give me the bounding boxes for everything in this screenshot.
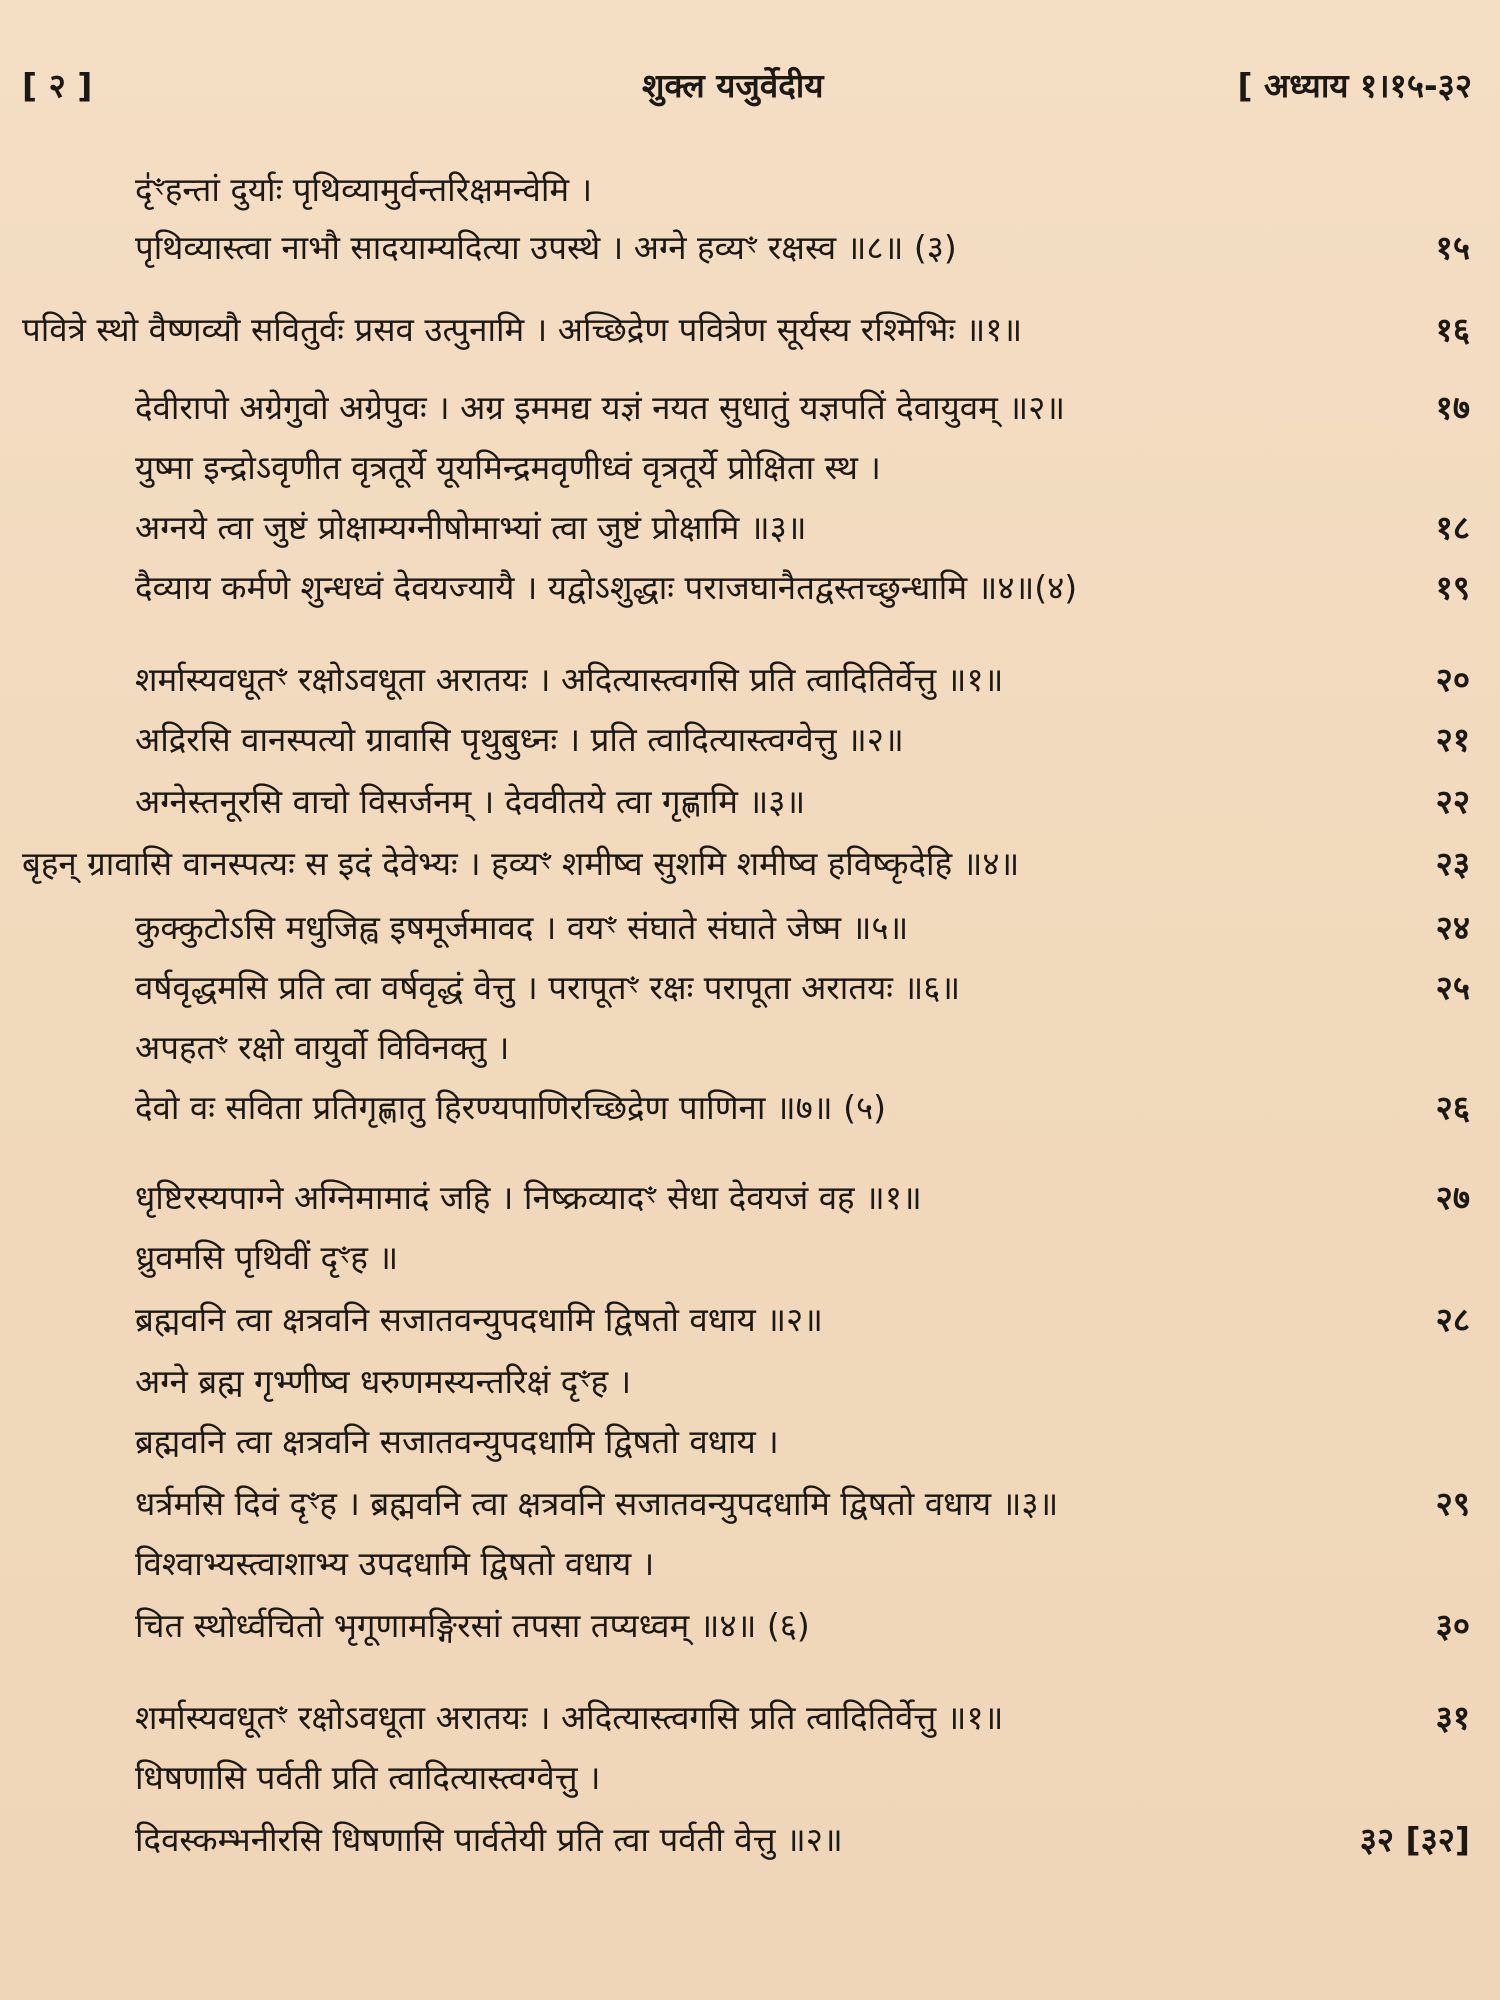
verse-number: २२	[1435, 782, 1470, 821]
verse-text: धर्त्रमसि दिवं दृꣳह । ब्रह्मवनि त्वा क्षत्रवनि सजातवन्युपदधामि द्विषतो वधाय ॥३॥	[135, 1484, 1059, 1523]
verse-line	[0, 1352, 1500, 1412]
verse-line	[0, 1748, 1500, 1808]
verse-line	[0, 710, 1500, 770]
verse-line	[0, 1290, 1500, 1350]
verse-text: शर्मास्यवधूतꣳ रक्षोऽवधूता अरातयः । अदित्यास्त्वगसि प्रति त्वादितिर्वेत्तु ॥१॥	[135, 1698, 1004, 1737]
verse-text: बृहन् ग्रावासि वानस्पत्यः स इदं देवेभ्यः । हव्यꣳ शमीष्व सुशमि शमीष्व हविष्कृदेहि ॥४॥	[22, 844, 1020, 883]
verse-text: दृ॑ꣳहन्तां दुर्याः पृथिव्यामुर्वन्तरिक्षमन्वेमि ।	[135, 170, 593, 209]
verse-text: विश्वाभ्यस्त्वाशाभ्य उपदधामि द्विषतो वधाय ।	[135, 1544, 655, 1583]
verse-text: शर्मास्यवधूतꣳ रक्षोऽवधूता अरातयः । अदित्यास्त्वगसि प्रति त्वादितिर्वेत्तु ॥१॥	[135, 660, 1004, 699]
verse-line	[0, 1596, 1500, 1656]
verse-text: चित स्थोर्ध्वचितो भृगूणामङ्गिरसां तपसा तप्यध्वम् ॥४॥ (६)	[135, 1606, 810, 1645]
verse-line	[0, 1534, 1500, 1594]
verse-text: ब्रह्मवनि त्वा क्षत्रवनि सजातवन्युपदधामि द्विषतो वधाय ।	[135, 1422, 779, 1461]
verse-line	[0, 1168, 1500, 1228]
verse-text: देवीरापो अग्रेगुवो अग्रेपुवः । अग्र इममद्य यज्ञं नयत सुधातुं यज्ञपतिं देवायुवम् ॥२॥	[135, 388, 1066, 427]
verse-line	[0, 650, 1500, 710]
verse-line	[0, 378, 1500, 438]
verse-number: १६	[1435, 310, 1470, 349]
verse-line	[0, 1228, 1500, 1288]
chapter-reference: [ अध्याय १।१५-३२	[1237, 66, 1472, 105]
verse-text: दिवस्कम्भनीरसि धिषणासि पार्वतेयी प्रति त्वा पर्वती वेत्तु ॥२॥	[135, 1820, 843, 1859]
verse-text: वर्षवृद्धमसि प्रति त्वा वर्षवृद्धं वेत्तु । परापूतꣳ रक्षः परापूता अरातयः ॥६॥	[135, 968, 961, 1007]
verse-text: कुक्कुटोऽसि मधुजिह्व इषमूर्जमावद । वयꣳ संघाते संघाते जेष्म ॥५॥	[135, 908, 909, 947]
verse-number: १७	[1435, 388, 1470, 427]
verse-number: १५	[1435, 228, 1470, 267]
verse-number: २४	[1435, 908, 1470, 947]
verse-number: ३२ [३२]	[1359, 1820, 1470, 1859]
verse-text: धिषणासि पर्वती प्रति त्वादित्यास्त्वग्वेत्तु ।	[135, 1758, 601, 1797]
verse-line	[0, 558, 1500, 618]
verse-line	[0, 958, 1500, 1018]
verse-number: २८	[1435, 1300, 1470, 1339]
verse-line	[0, 1810, 1500, 1870]
verse-number: २१	[1435, 720, 1470, 759]
verse-text: ब्रह्मवनि त्वा क्षत्रवनि सजातवन्युपदधामि द्विषतो वधाय ॥२॥	[135, 1300, 823, 1339]
verse-line	[0, 1688, 1500, 1748]
verse-number: २३	[1435, 844, 1470, 883]
verse-line	[0, 1412, 1500, 1472]
verse-text: अद्रिरसि वानस्पत्यो ग्रावासि पृथुबुध्नः । प्रति त्वादित्यास्त्वग्वेत्तु ॥२॥	[135, 720, 904, 759]
verse-number: २९	[1435, 1484, 1470, 1523]
verse-text: दैव्याय कर्मणे शुन्धध्वं देवयज्यायै । यद्वोऽशुद्धाः पराजघानैतद्वस्तच्छुन्धामि ॥४॥(४)	[135, 568, 1078, 607]
page-title: शुक्ल यजुर्वेदीय	[642, 66, 824, 105]
verse-number: १९	[1435, 568, 1470, 607]
verse-line	[0, 1018, 1500, 1078]
verse-number: १८	[1435, 508, 1470, 547]
verse-line	[0, 1078, 1500, 1138]
verse-number: २५	[1435, 968, 1470, 1007]
verse-line	[0, 898, 1500, 958]
verse-line	[0, 772, 1500, 832]
verse-line	[0, 160, 1500, 220]
verse-text: युष्मा इन्द्रोऽवृणीत वृत्रतूर्ये यूयमिन्द्रमवृणीध्वं वृत्रतूर्ये प्रोक्षिता स्थ ।	[135, 448, 881, 487]
verse-number: २६	[1435, 1088, 1470, 1127]
verse-text: अपहतꣳ रक्षो वायुर्वो विविनक्तु ।	[135, 1028, 510, 1067]
verse-text: पृथिव्यास्त्वा नाभौ सादयाम्यदित्या उपस्थे । अग्ने हव्यꣳ रक्षस्व ॥८॥ (३)	[135, 228, 957, 267]
verse-text: अग्ने ब्रह्म गृभ्णीष्व धरुणमस्यन्तरिक्षं दृꣳह ।	[135, 1362, 632, 1401]
page-number: [ २ ]	[22, 66, 93, 105]
page-header	[22, 62, 1472, 112]
verse-line	[0, 1474, 1500, 1534]
verse-line	[0, 300, 1500, 360]
verse-number: ३०	[1435, 1606, 1470, 1645]
verse-line	[0, 834, 1500, 894]
verse-text: धृष्टिरस्यपाग्ने अग्निमामादं जहि । निष्क्रव्यादꣳ सेधा देवयजं वह ॥१॥	[135, 1178, 922, 1217]
verse-line	[0, 218, 1500, 278]
verse-number: २०	[1435, 660, 1470, 699]
verse-number: २७	[1435, 1178, 1470, 1217]
verse-text: अग्नेस्तनूरसि वाचो विसर्जनम् । देववीतये त्वा गृह्णामि ॥३॥	[135, 782, 806, 821]
verse-line	[0, 498, 1500, 558]
verse-number: ३१	[1435, 1698, 1470, 1737]
verse-line	[0, 438, 1500, 498]
verse-text: पवित्रे स्थो वैष्णव्यौ सवितुर्वः प्रसव उत्पुनामि । अच्छिद्रेण पवित्रेण सूर्यस्य रश्मिभिः ॥१॥	[22, 310, 1023, 349]
verse-text: ध्रुवमसि पृथिवीं दृꣳह ॥	[135, 1238, 399, 1277]
verse-text: अग्नये त्वा जुष्टं प्रोक्षाम्यग्नीषोमाभ्यां त्वा जुष्टं प्रोक्षामि ॥३॥	[135, 508, 807, 547]
verse-text: देवो वः सविता प्रतिगृह्णातु हिरण्यपाणिरच्छिद्रेण पाणिना ॥७॥ (५)	[135, 1088, 886, 1127]
